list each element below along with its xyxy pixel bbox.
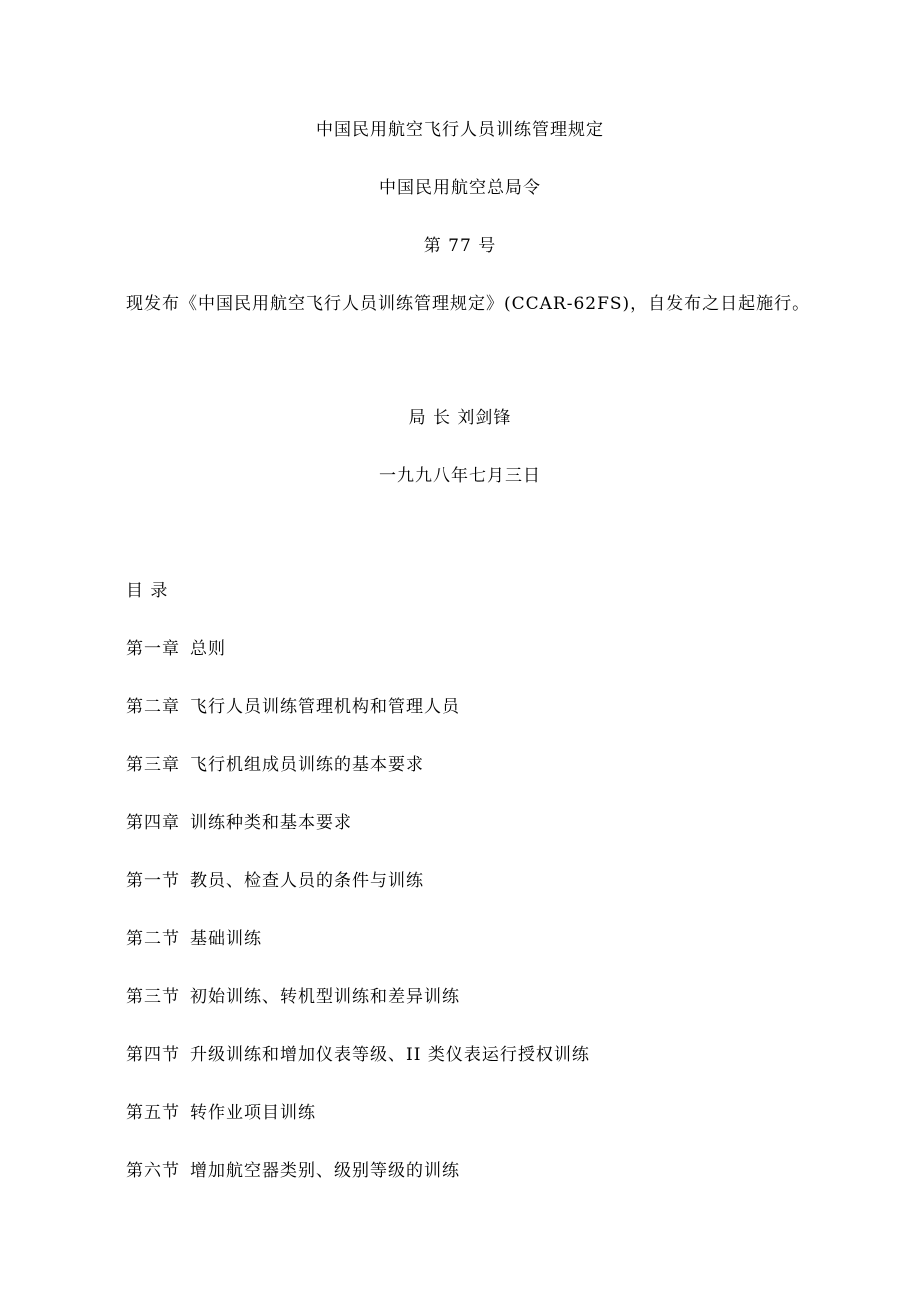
toc-heading: 目 录 [126,581,169,601]
toc-item [126,1043,590,1067]
toc-item [126,927,262,951]
toc-item-title: 训练种类和基本要求 [190,813,352,833]
toc-item-title: 飞行人员训练管理机构和管理人员 [190,697,460,717]
issue-date: 一九九八年七月三日 [379,466,541,486]
signature-line: 局 长 刘剑锋 [408,408,512,428]
toc-item-title: 升级训练和增加仪表等级、II 类仪表运行授权训练 [190,1045,590,1065]
toc-item-number: 第五节 [126,1103,180,1123]
order-number: 第 77 号 [423,236,497,256]
toc-item-number: 第二节 [126,929,180,949]
toc-item-title: 增加航空器类别、级别等级的训练 [190,1161,460,1181]
toc-item-number: 第二章 [126,697,180,717]
toc-item [126,869,424,893]
toc-item-number: 第三章 [126,755,180,775]
toc-item-title: 转作业项目训练 [190,1103,316,1123]
toc-item-title: 教员、检查人员的条件与训练 [190,871,424,891]
toc-item [126,695,460,719]
toc-item-number: 第六节 [126,1161,180,1181]
announcement-text: 现发布《中国民用航空飞行人员训练管理规定》(CCAR-62FS)，自发布之日起施行。 [126,294,811,314]
toc-item [126,1101,316,1125]
toc-item-number: 第四节 [126,1045,180,1065]
toc-item-number: 第一节 [126,871,180,891]
toc-item [126,811,352,835]
document-title: 中国民用航空飞行人员训练管理规定 [316,120,604,140]
toc-item-title: 基础训练 [190,929,262,949]
toc-item [126,753,424,777]
toc-item [126,985,460,1009]
toc-item-title: 总则 [190,639,226,659]
toc-item-number: 第四章 [126,813,180,833]
toc-item [126,637,226,661]
toc-item [126,1159,460,1183]
toc-item-title: 初始训练、转机型训练和差异训练 [190,987,460,1007]
toc-item-title: 飞行机组成员训练的基本要求 [190,755,424,775]
toc-item-number: 第三节 [126,987,180,1007]
toc-item-number: 第一章 [126,639,180,659]
issuer-line: 中国民用航空总局令 [379,178,541,198]
